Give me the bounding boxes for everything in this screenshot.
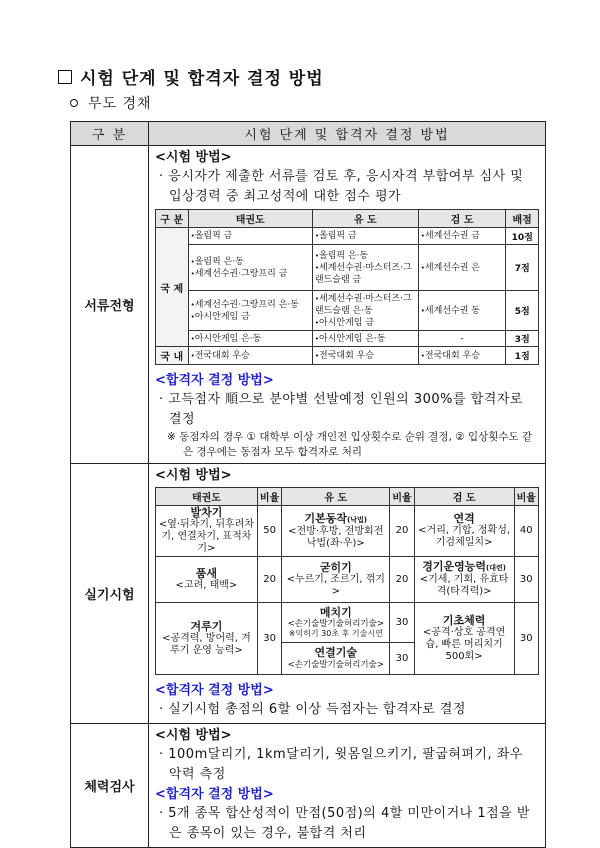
- fitness-method-title: <시험 방법>: [155, 728, 232, 743]
- practical-header-judo: 유 도: [282, 488, 390, 506]
- row-practical-exam: [71, 464, 546, 724]
- item-name: 메치기: [319, 605, 352, 619]
- item-name: 굳히기: [319, 560, 352, 574]
- practical-item: [282, 643, 390, 675]
- score-intl-label: 국 제: [156, 228, 189, 347]
- practical-content: [149, 464, 546, 724]
- score-cell: -: [418, 331, 506, 347]
- row-label-fitness: 체력검사: [71, 724, 149, 848]
- document-content: [149, 146, 546, 464]
- score-header-kendo: 검 도: [418, 210, 506, 228]
- item-desc: <거리, 기합, 정확성, 기검체일치>: [418, 525, 511, 548]
- row-label-document: 서류전형: [71, 146, 149, 464]
- practical-header-ratio: 비율: [257, 488, 281, 506]
- score-cell: • 세계선수권·마스터즈·그랜드슬램 금: [315, 262, 416, 286]
- score-cell: • 올림픽 금: [191, 230, 310, 242]
- score-domestic-label: 국 내: [156, 347, 189, 365]
- fitness-pass-text: · 5개 종목 합산성적이 만점(50점)의 4할 미만이거나 1점을 받은 종목이 있는 경우, 불합격 처리: [159, 806, 530, 841]
- item-ratio: 40: [514, 506, 538, 557]
- practical-item: [414, 557, 514, 603]
- item-name: 겨루기: [190, 619, 223, 633]
- practical-header-taekwondo: 태권도: [156, 488, 258, 506]
- item-desc: <전방·후방, 전방회전낙법(좌·우)>: [288, 525, 384, 549]
- item-desc: <고려, 태백>: [175, 579, 238, 591]
- practical-item: [414, 603, 514, 675]
- practical-item: [282, 603, 390, 643]
- doc-method-text: · 응시자가 제출한 서류를 검토 후, 응시자격 부합여부 심사 및 입상경력 중 최고성적에 대한 점수 평가: [159, 169, 524, 204]
- score-cell: • 올림픽 금: [315, 230, 416, 242]
- score-cell: • 전국대회 우승: [421, 350, 504, 362]
- score-cell: • 올림픽 은·동: [191, 256, 310, 268]
- practical-item: [414, 506, 514, 557]
- fitness-pass-title: <합격자 결정 방법>: [155, 787, 274, 802]
- item-name-sup: (대련): [486, 564, 506, 572]
- score-header-judo: 유 도: [312, 210, 418, 228]
- score-cell: • 세계선수권 은: [421, 262, 504, 274]
- score-cell: • 아시안게임 은·동: [315, 333, 416, 345]
- item-name: 품새: [195, 566, 218, 580]
- item-desc: <손기술발기술허리기술>: [287, 618, 384, 629]
- score-cell: • 아시안게임 금: [191, 311, 310, 323]
- item-ratio: 50: [257, 506, 281, 557]
- score-table: [155, 209, 539, 365]
- practical-method-title: <시험 방법>: [155, 468, 232, 483]
- item-name: 연결기술: [314, 645, 358, 659]
- score-header-category: 구 분: [156, 210, 189, 228]
- item-name: 경기운영능력: [422, 560, 487, 573]
- row-document-review: [71, 146, 546, 464]
- header-method: 시험 단계 및 합격자 결정 방법: [149, 122, 546, 146]
- item-name: 발차기: [190, 506, 223, 519]
- score-points: 1점: [506, 347, 539, 365]
- item-desc: <기세, 기회, 유효타격(타격력)>: [419, 574, 509, 597]
- practical-item: [282, 506, 390, 557]
- page-title-text: 시험 단계 및 합격자 결정 방법: [80, 69, 324, 89]
- score-points: 5점: [506, 291, 539, 331]
- score-points: 10점: [506, 228, 539, 245]
- section-subtitle-text: 무도 경채: [88, 96, 152, 112]
- item-name: 연격: [453, 512, 475, 525]
- section-subtitle: [70, 93, 152, 113]
- score-cell: • 세계선수권 금: [421, 230, 504, 242]
- item-name: 기초체력: [442, 613, 486, 627]
- item-ratio: 30: [514, 603, 538, 675]
- practical-item: [156, 506, 258, 557]
- score-cell: • 세계선수권·마스터즈·그랜드슬램 은·동: [315, 293, 416, 317]
- practical-header-ratio: 비율: [390, 488, 414, 506]
- practical-pass-title: <합격자 결정 방법>: [155, 683, 274, 698]
- item-desc: <손기술발기술허리기술>: [287, 659, 384, 670]
- fitness-method-text: · 100m달리기, 1km달리기, 윗몸일으키기, 팔굽혀펴기, 좌우 악력 측정: [159, 747, 523, 782]
- row-fitness-test: [71, 724, 546, 848]
- item-ratio: 20: [257, 557, 281, 603]
- score-cell: • 아시안게임 금: [315, 317, 416, 329]
- item-ratio: 30: [514, 557, 538, 603]
- item-name: 기본동작: [304, 511, 348, 525]
- item-name-sup: (낙법): [347, 515, 367, 524]
- doc-method-title: <시험 방법>: [155, 150, 232, 165]
- score-cell: • 세계선수권·그랑프리 금: [191, 268, 310, 280]
- item-desc: <누르기, 조르기, 꺾기>: [286, 573, 385, 597]
- checkbox-square-icon: [58, 70, 72, 84]
- practical-item: [156, 557, 258, 603]
- practical-header-ratio: 비율: [514, 488, 538, 506]
- score-points: 3점: [506, 331, 539, 347]
- score-cell: • 세계선수권 동: [421, 305, 504, 317]
- page-title: [58, 64, 324, 89]
- score-points: 7점: [506, 245, 539, 291]
- doc-pass-text: · 고득점자 順으로 분야별 선발예정 인원의 300%를 합격자로 결정: [159, 392, 523, 427]
- item-desc: <공격·상호 공격연습, 빠른 머리치기 500회>: [422, 626, 506, 662]
- item-desc-note: ※익히기 30초 후 기술시연: [288, 628, 383, 638]
- practical-pass-text: · 실기시험 총점의 6할 이상 득점자는 합격자로 결정: [159, 702, 466, 717]
- row-label-practical: 실기시험: [71, 464, 149, 724]
- item-ratio: 20: [390, 557, 414, 603]
- item-ratio: 30: [390, 603, 414, 643]
- circle-bullet-icon: [70, 99, 78, 107]
- item-ratio: 20: [390, 506, 414, 557]
- practical-item: [282, 557, 390, 603]
- item-desc: <공격력, 방어력, 겨루기 운영 능력>: [162, 632, 251, 656]
- practical-item: [156, 603, 258, 675]
- score-header-taekwondo: 태권도: [188, 210, 312, 228]
- practical-header-kendo: 검 도: [414, 488, 514, 506]
- fitness-content: [149, 724, 546, 848]
- doc-pass-note: ※ 동점자의 경우 ① 대학부 이상 개인전 입상횟수로 순위 결정, ② 입상횟수도 같은 경우에는 동점자 모두 합격자로 처리: [167, 431, 533, 458]
- item-desc: <옆·뒤차기, 뒤후려차기, 연결차기, 표적차기>: [158, 519, 255, 554]
- doc-pass-title: <합격자 결정 방법>: [155, 373, 274, 388]
- score-cell: • 아시안게임 은·동: [191, 333, 310, 345]
- score-cell: • 전국대회 우승: [191, 350, 310, 362]
- item-ratio: 30: [390, 643, 414, 675]
- score-cell: • 전국대회 우승: [315, 350, 416, 362]
- practical-table: [155, 487, 539, 675]
- exam-table: [70, 121, 546, 848]
- score-cell: • 올림픽 은·동: [315, 250, 416, 262]
- score-header-points: 배점: [506, 210, 539, 228]
- item-ratio: 30: [257, 603, 281, 675]
- score-cell: • 세계선수권·그랑프리 은·동: [191, 299, 310, 311]
- header-category: 구 분: [71, 122, 149, 146]
